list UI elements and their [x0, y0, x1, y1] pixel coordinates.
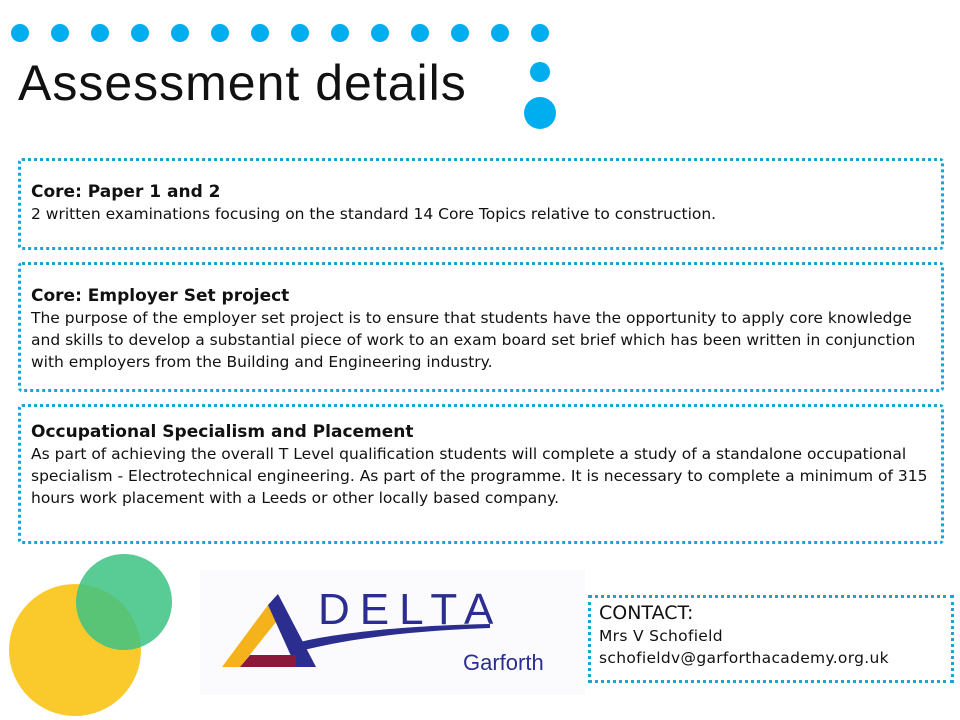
dot — [211, 24, 229, 42]
section-body: As part of achieving the overall T Level qualification students will complete a study of a standalone occupational specialism - Electrotechnical engineering. As part of the programme. It is necessary to complete a minimum of 315 hours work placement with a Leeds or other locally based company. — [31, 445, 928, 507]
dot — [51, 24, 69, 42]
decorative-circles — [0, 550, 200, 720]
dot — [530, 62, 550, 82]
dot — [371, 24, 389, 42]
dot — [291, 24, 309, 42]
dot — [171, 24, 189, 42]
dot — [131, 24, 149, 42]
dot — [451, 24, 469, 42]
dot — [531, 24, 549, 42]
delta-garforth-logo — [200, 570, 585, 695]
section-body: The purpose of the employer set project is to ensure that students have the opportunity to apply core knowledge and skills to develop a substantial piece of work to an exam board set brief which has been written in conjunction with employers from the Building and Engineering industry. — [31, 309, 916, 371]
dot — [251, 24, 269, 42]
green-circle — [76, 554, 172, 650]
dot — [91, 24, 109, 42]
section-occupational-specialism — [18, 404, 944, 544]
section-core-papers — [18, 158, 944, 250]
logo-subtitle: Garforth — [463, 650, 544, 675]
dot — [331, 24, 349, 42]
logo-wordmark: DELTA — [318, 585, 504, 634]
section-heading: Core: Employer Set project — [31, 286, 290, 306]
dot — [411, 24, 429, 42]
page-title: Assessment details — [18, 55, 467, 111]
section-body: 2 written examinations focusing on the standard 14 Core Topics relative to construction. — [31, 205, 717, 223]
section-heading: Core: Paper 1 and 2 — [31, 182, 221, 202]
contact-heading: CONTACT: — [599, 602, 694, 624]
dot — [524, 97, 556, 129]
contact-name: Mrs V Schofield — [599, 627, 723, 645]
section-employer-project — [18, 262, 944, 392]
contact-box — [588, 595, 954, 683]
section-heading: Occupational Specialism and Placement — [31, 422, 414, 442]
dot — [491, 24, 509, 42]
contact-email[interactable]: schofieldv@garforthacademy.org.uk — [599, 649, 889, 667]
dot — [11, 24, 29, 42]
